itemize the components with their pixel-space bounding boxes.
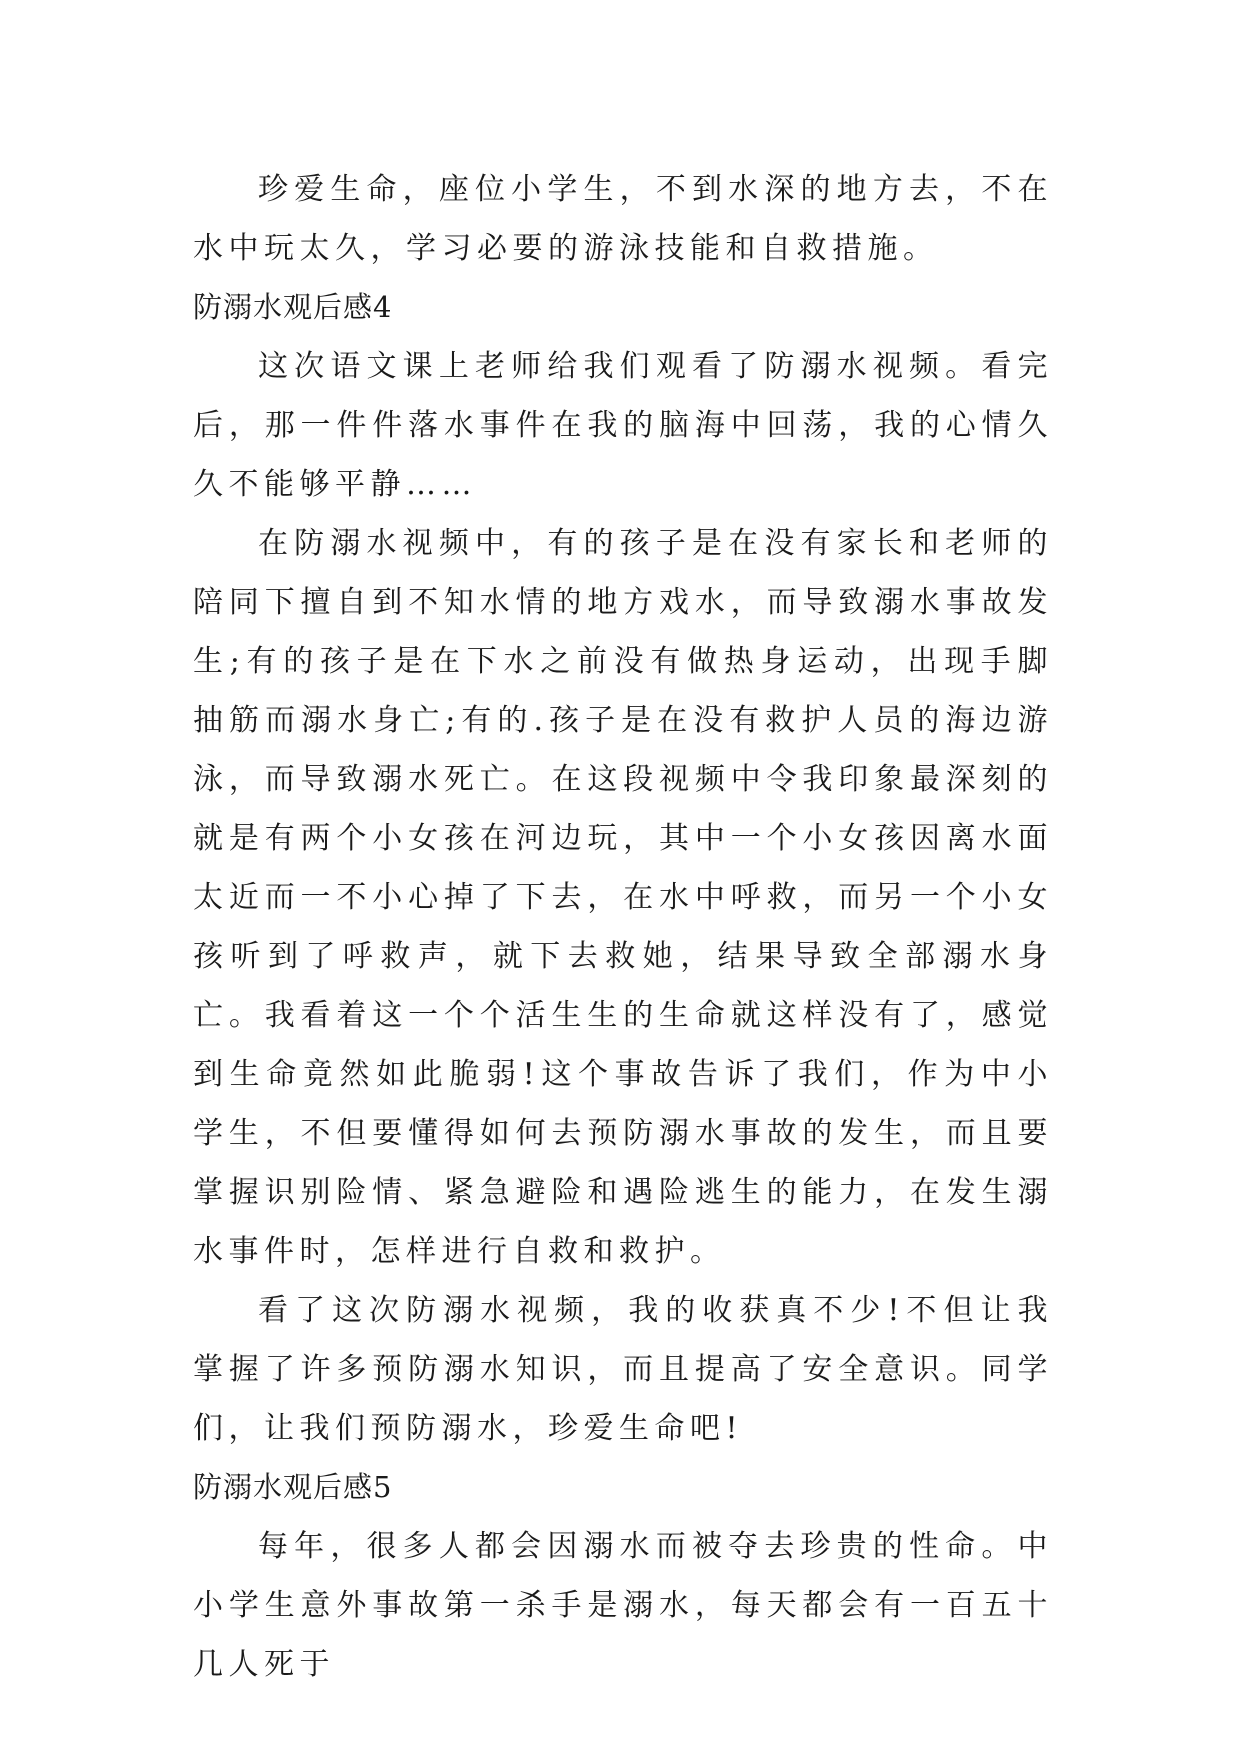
paragraph: 看了这次防溺水视频，我的收获真不少!不但让我掌握了许多预防溺水知识，而且提高了安全意识。同学们，让我们预防溺水，珍爱生命吧! [193, 1293, 1053, 1446]
document-body [193, 160, 1053, 1694]
paragraph: 每年，很多人都会因溺水而被夺去珍贵的性命。中小学生意外事故第一杀手是溺水，每天都会有一百五十几人死于 [193, 1529, 1053, 1682]
section-heading: 防溺水观后感5 [193, 1470, 393, 1504]
section-heading: 防溺水观后感4 [193, 290, 393, 324]
paragraph: 在防溺水视频中，有的孩子是在没有家长和老师的陪同下擅自到不知水情的地方戏水，而导致溺水事故发生;有的孩子是在下水之前没有做热身运动，出现手脚抽筋而溺水身亡;有的.孩子是在没有救护人员的海边游泳，而导致溺水死亡。在这段视频中令我印象最深刻的就是有两个小女孩在河边玩，其中一个小女孩因离水面太近而一不小心掉了下去，在水中呼救，而另一个小女孩听到了呼救声，就下去救她，结果导致全部溺水身亡。我看着这一个个活生生的生命就这样没有了，感觉到生命竟然如此脆弱!这个事故告诉了我们，作为中小学生，不但要懂得如何去预防溺水事故的发生，而且要掌握识别险情、紧急避险和遇险逃生的能力，在发生溺水事件时，怎样进行自救和救护。 [193, 526, 1053, 1269]
paragraph: 这次语文课上老师给我们观看了防溺水视频。看完后，那一件件落水事件在我的脑海中回荡，我的心情久久不能够平静…… [193, 349, 1053, 502]
paragraph: 珍爱生命，座位小学生，不到水深的地方去，不在水中玩太久，学习必要的游泳技能和自救措施。 [193, 172, 1053, 266]
